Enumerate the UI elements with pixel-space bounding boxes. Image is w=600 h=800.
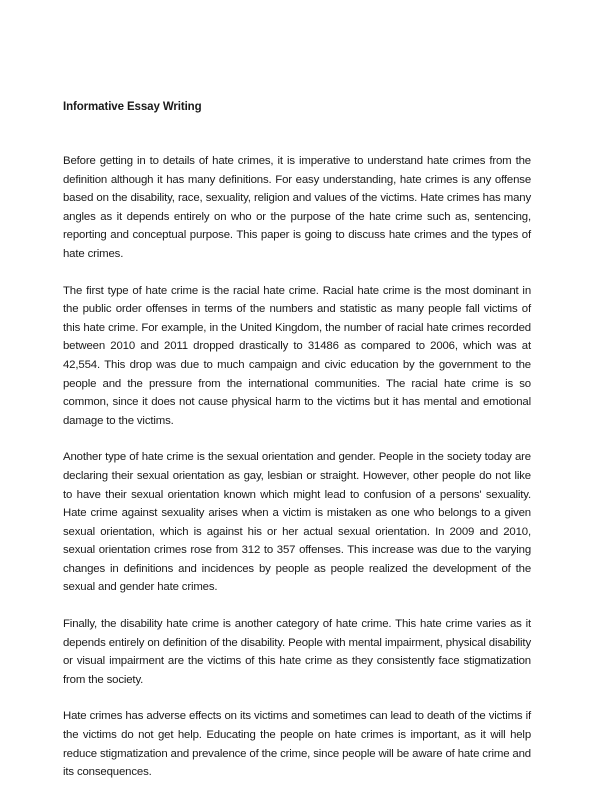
paragraph-introduction: Before getting in to details of hate crimes, it is imperative to understand hate crimes from the definition although it has many definitions. For easy understanding, hate crimes is any offense based on the disability, race, sexuality, religion and values of the victims. Hate crimes has many angles as it depends entirely on who or the purpose of the hate crime such as, sentencing, reporting and conceptual purpose. This paper is going to discuss hate crimes and the types of hate crimes. (63, 155, 531, 260)
paragraph-conclusion: Hate crimes has adverse effects on its victims and sometimes can lead to death of the victims if the victims do not get help. Educating the people on hate crimes is important, as it will help reduce stigmatization and prevalence of the crime, since people will be aware of hate crime and its consequences. (63, 710, 531, 779)
paragraph-racial-hate-crime: The first type of hate crime is the racial hate crime. Racial hate crime is the most dominant in the public order offenses in terms of the numbers and statistic as many people fall victims of this hate crime. For example, in the United Kingdom, the number of racial hate crimes recorded between 2010 and 2011 dropped drastically to 31486 as compared to 2006, which was at 42,554. This drop was due to much campaign and civic education by the government to the people and the pressure from the international communities. The racial hate crime is so common, since it does not cause physical harm to the victims but it has mental and emotional damage to the victims. (63, 284, 531, 427)
paragraph-sexual-orientation: Another type of hate crime is the sexual orientation and gender. People in the society today are declaring their sexual orientation as gay, lesbian or straight. However, other people do not like to have their sexual orientation known which might lead to confusion of a persons' sexuality. Hate crime against sexuality arises when a victim is mistaken as one who belongs to a given sexual orientation, which is against his or her actual sexual orientation. In 2009 and 2010, sexual orientation crimes rose from 312 to 357 offenses. This increase was due to the varying changes in definitions and incidences by people as people realized the development of the sexual and gender hate crimes. (63, 451, 531, 594)
document-body (63, 100, 531, 800)
paragraph-disability: Finally, the disability hate crime is another category of hate crime. This hate crime varies as it depends entirely on definition of the disability. People with mental impairment, physical disability or visual impairment are the victims of this hate crime as they consistently face stigmatization from the society. (63, 618, 531, 686)
page-title: Informative Essay Writing (63, 101, 202, 113)
